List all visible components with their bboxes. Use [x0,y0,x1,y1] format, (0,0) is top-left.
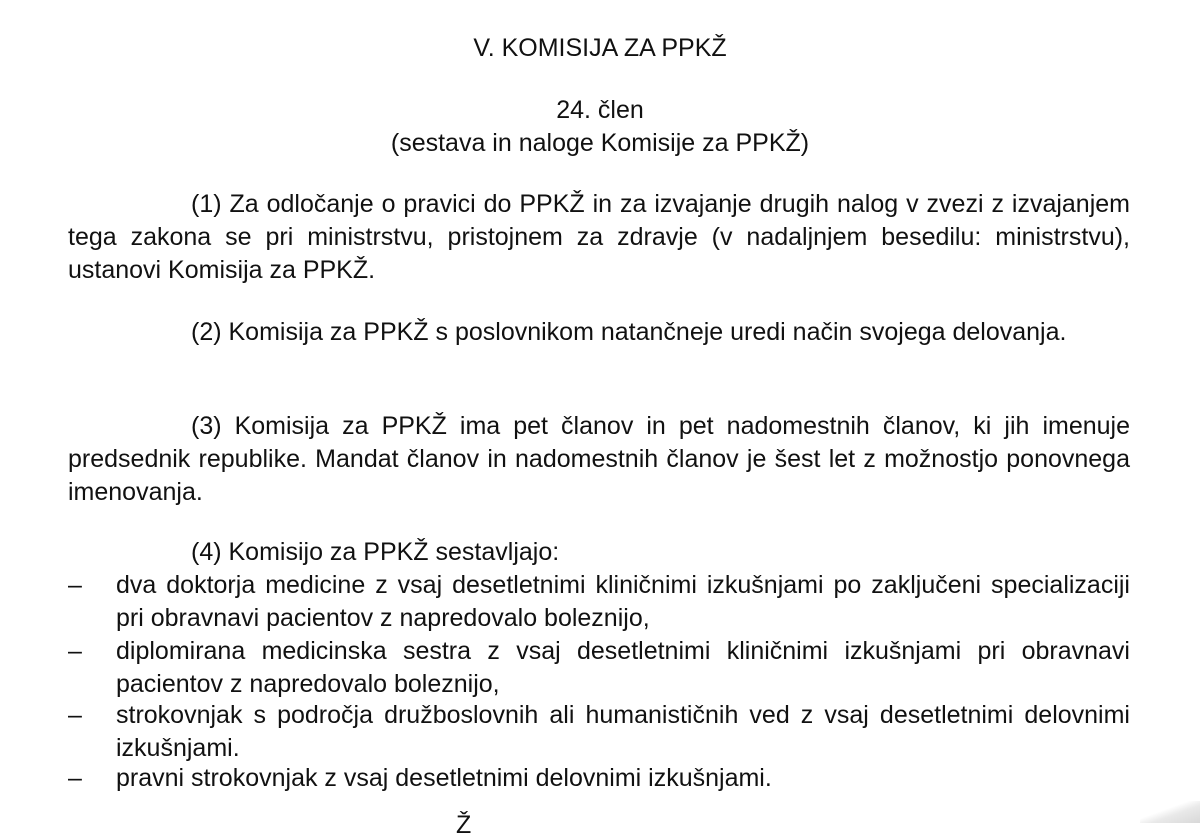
paragraph-1: (1) Za odločanje o pravici do PPKŽ in za izvajanje drugih nalog v zvezi z izvajanjem tega zakona se pri ministrstvu, pristojnem za zdravje (v nadaljnjem besedilu: ministrstvu), ustanovi Komisija za PPKŽ. [68,190,1130,284]
list-item [68,635,1130,701]
article-subtitle: (sestava in naloge Komisije za PPKŽ) [390,129,810,157]
page-corner-curl [1140,801,1200,823]
paragraph-2: (2) Komisija za PPKŽ s poslovnikom natančneje uredi način svojega delovanja. [191,318,1067,346]
paragraph-3: (3) Komisija za PPKŽ ima pet članov in pet nadomestnih članov, ki jih imenuje predsednik republike. Mandat članov in nadomestnih članov je šest let z možnostjo ponovnega imenovanja. [68,412,1130,506]
list-item-text: strokovnjak s področja družboslovnih ali humanističnih ved z vsaj desetletnimi delovnimi izkušnjami. [116,701,1130,762]
list-dash: – [68,701,82,729]
list-dash: – [68,571,82,599]
list-item [68,762,1130,795]
list-item [68,699,1130,765]
list-dash: – [68,764,82,792]
list-item-text: pravni strokovnjak z vsaj desetletnimi delovnimi izkušnjami. [116,764,772,792]
paragraph-4: (4) Komisijo za PPKŽ sestavljajo: [191,538,560,566]
cut-off-text-fragment: Ž [456,811,472,839]
article-number: 24. člen [556,96,644,124]
list-item-text: diplomirana medicinska sestra z vsaj desetletnimi kliničnimi izkušnjami pri obravnavi pacientov z napredovalo boleznijo, [116,637,1130,698]
list-dash: – [68,637,82,665]
list-item [68,569,1130,635]
list-item-text: dva doktorja medicine z vsaj desetletnimi kliničnimi izkušnjami po zaključeni specializaciji pri obravnavi pacientov z napredovalo boleznijo, [116,571,1130,632]
chapter-title: V. KOMISIJA ZA PPKŽ [473,34,727,62]
